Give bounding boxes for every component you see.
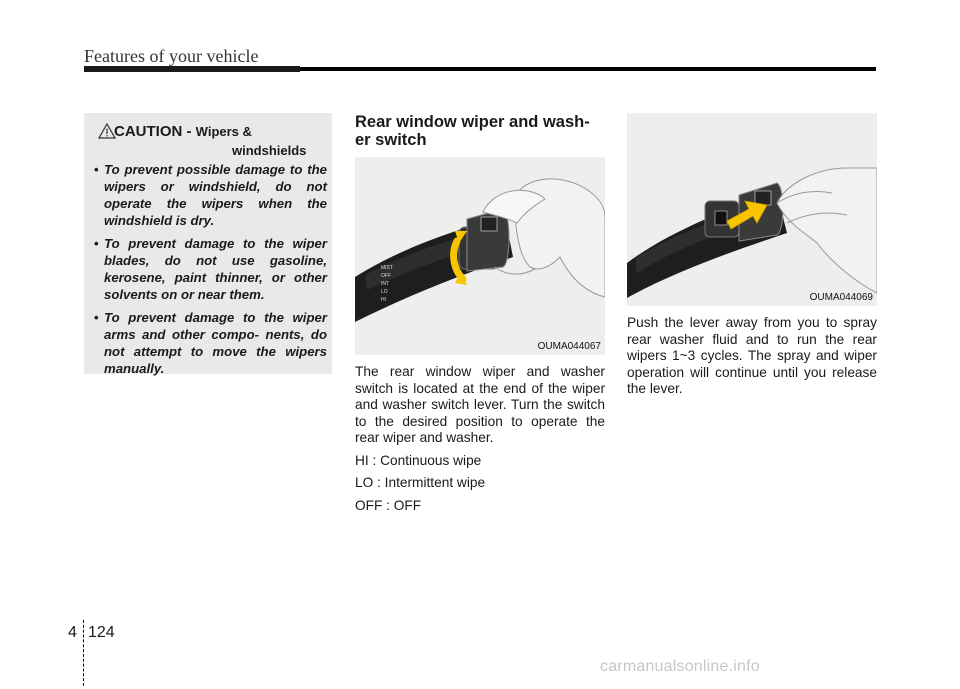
caution-heading [114,123,329,141]
switch-label-lo: LO [381,289,388,295]
caution-subject-line2: windshields [232,143,307,158]
intro-paragraph: The rear window wiper and washer switch is located at the end of the wiper and washer switch lever. Turn the switch to the desired position to operate the rear wiper and washer. [355,364,605,445]
switch-label-hi: HI [381,297,386,303]
caution-list [91,161,327,383]
switch-label-mist: MIST [381,265,393,271]
section-title: Rear window wiper and wash- er switch [355,113,590,149]
washer-lever-illustration [627,113,877,306]
mode-hi: HI : Continuous wipe [355,452,482,468]
figure-code: OUMA044067 [537,341,601,352]
header-rule-accent [84,66,300,72]
caution-item: • To prevent possible damage to the wipers or windshield, do not operate the wipers when the windshield is dry. [91,161,327,229]
washer-paragraph: Push the lever away from you to spray rear washer fluid and to run the rear wipers 1~3 cycles. The spray and wiper operation will continue until you release the lever. [627,315,877,396]
mode-off: OFF : OFF [355,497,422,513]
caution-box [84,113,332,374]
footer-divider [83,620,84,686]
chapter-number: 4 [68,624,77,641]
wiper-lever-illustration [355,157,605,355]
figure-code: OUMA044069 [809,292,873,303]
switch-label-int: INT [381,281,390,287]
figure-rear-wiper-switch [355,157,605,355]
caution-item: • To prevent damage to the wiper arms and other compo- nents, do not attempt to move the wipers manually. [91,309,327,377]
watermark: carmanualsonline.info [600,658,760,675]
warning-triangle-icon [98,123,116,139]
switch-label-off: OFF [381,273,391,279]
figure-rear-washer-push [627,113,877,306]
washer-body [627,315,877,398]
section-body [355,364,605,520]
page-header-title: Features of your vehicle [84,46,259,66]
mode-lo: LO : Intermittent wipe [355,475,486,490]
caution-item: • To prevent damage to the wiper blades, do not use gasoline, kerosene, paint thinner, or other solvents on or near them. [91,235,327,303]
page-number: 124 [88,624,115,641]
caution-label: CAUTION - [114,123,196,140]
caution-subject-line1: Wipers & [195,124,252,139]
